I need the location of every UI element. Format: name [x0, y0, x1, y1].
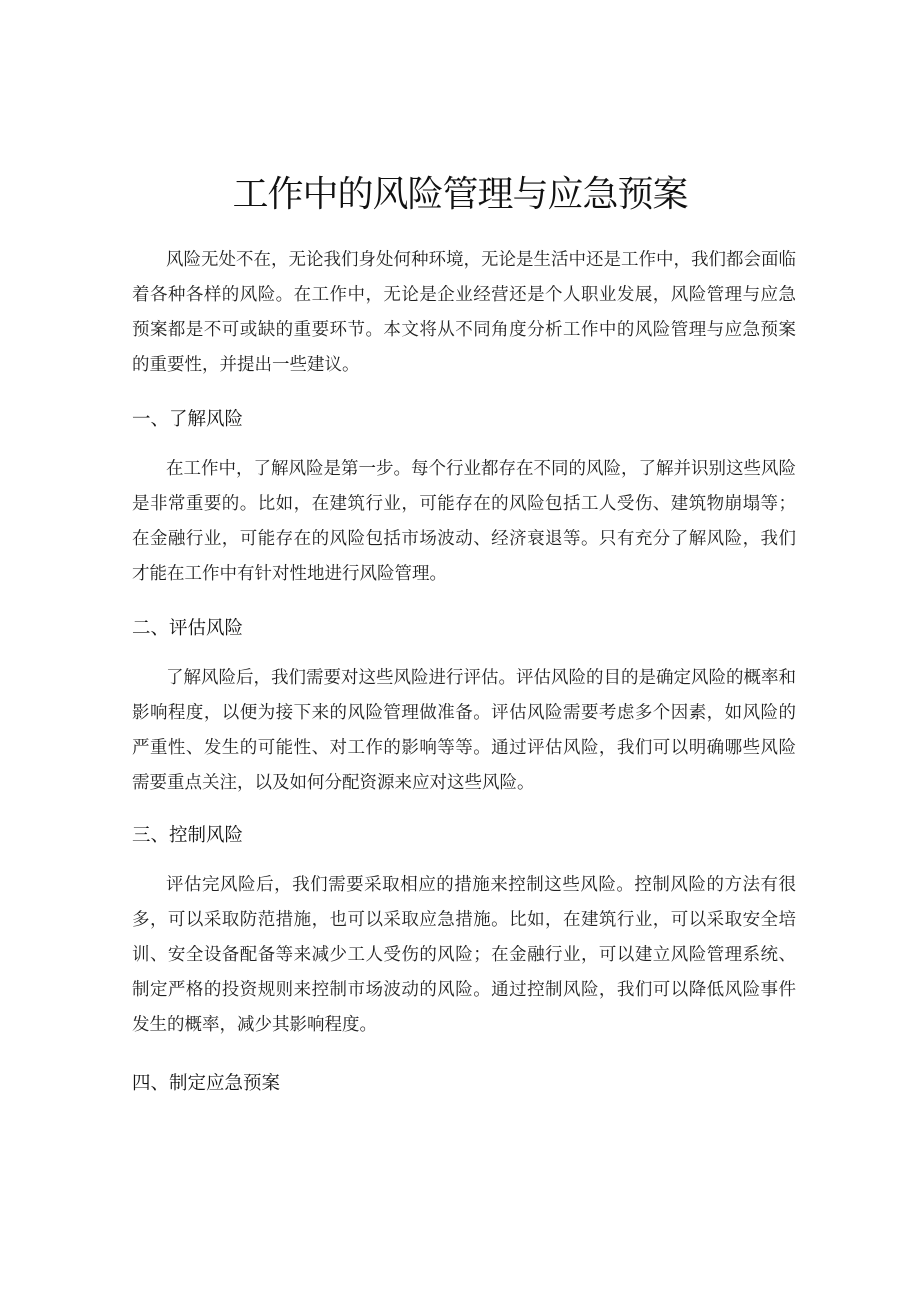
section-heading-emergency-plan: 四、制定应急预案 [132, 1073, 281, 1094]
document-title: 工作中的风险管理与应急预案 [232, 174, 688, 215]
section-heading-understand-risk: 一、了解风险 [132, 409, 244, 430]
section-body-assess-risk: 了解风险后，我们需要对这些风险进行评估。评估风险的目的是确定风险的概率和影响程度，以便为接下来的风险管理做准备。评估风险需要考虑多个因素，如风险的严重性、发生的可能性、对工作的影响等等。通过评估风险，我们可以明确哪些风险需要重点关注，以及如何分配资源来应对这些风险。 [132, 668, 796, 793]
intro-paragraph: 风险无处不在，无论我们身处何种环境，无论是生活中还是工作中，我们都会面临着各种各样的风险。在工作中，无论是企业经营还是个人职业发展，风险管理与应急预案都是不可或缺的重要环节。本文将从不同角度分析工作中的风险管理与应急预案的重要性，并提出一些建议。 [132, 250, 796, 375]
section-heading-assess-risk: 二、评估风险 [132, 618, 244, 639]
section-body-understand-risk: 在工作中，了解风险是第一步。每个行业都存在不同的风险，了解并识别这些风险是非常重要的。比如，在建筑行业，可能存在的风险包括工人受伤、建筑物崩塌等；在金融行业，可能存在的风险包括市场波动、经济衰退等。只有充分了解风险，我们才能在工作中有针对性地进行风险管理。 [132, 459, 796, 584]
section-body-control-risk: 评估完风险后，我们需要采取相应的措施来控制这些风险。控制风险的方法有很多，可以采取防范措施，也可以采取应急措施。比如，在建筑行业，可以采取安全培训、安全设备配备等来减少工人受伤的风险；在金融行业，可以建立风险管理系统、制定严格的投资规则来控制市场波动的风险。通过控制风险，我们可以降低风险事件发生的概率，减少其影响程度。 [132, 875, 796, 1035]
section-heading-control-risk: 三、控制风险 [132, 825, 244, 846]
